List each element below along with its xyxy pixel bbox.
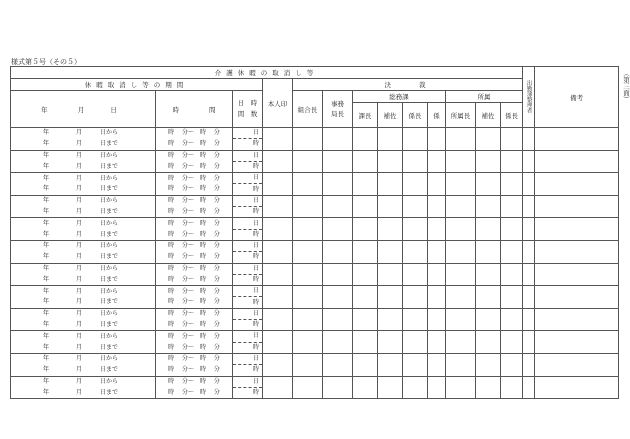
table-row — [11, 173, 619, 184]
affil-assistant-cell[interactable] — [476, 240, 501, 263]
union-head-cell[interactable] — [293, 128, 323, 151]
assistant-header: 補佐 — [378, 103, 403, 128]
secretariat-cell[interactable] — [323, 218, 353, 241]
remarks-cell[interactable] — [535, 128, 619, 151]
date-from-cell[interactable]: 年 月 日から — [11, 353, 156, 364]
remarks-cell[interactable] — [535, 353, 619, 376]
secretariat-cell[interactable] — [323, 331, 353, 354]
date-until-cell[interactable]: 年 月 日まで — [11, 274, 156, 285]
days-cell[interactable]: 日 — [233, 376, 263, 387]
seal-cell[interactable] — [263, 150, 293, 173]
staff-cell[interactable] — [428, 331, 446, 354]
time-range-cell[interactable]: 時 分〜 時 分 — [156, 387, 233, 398]
affil-assistant-cell[interactable] — [476, 128, 501, 151]
hours-cell[interactable]: 時 — [233, 274, 263, 285]
attendance-officer-cell[interactable] — [523, 195, 535, 218]
secretariat-cell[interactable] — [323, 150, 353, 173]
days-cell[interactable]: 日 — [233, 263, 263, 274]
hours-cell[interactable]: 時 — [233, 320, 263, 331]
time-range-cell[interactable]: 時 分〜 時 分 — [156, 331, 233, 342]
union-head-cell[interactable] — [293, 218, 323, 241]
affil-head-cell[interactable] — [446, 331, 476, 354]
date-until-cell[interactable]: 年 月 日まで — [11, 387, 156, 398]
sub-chief-cell[interactable] — [403, 195, 428, 218]
hours-cell[interactable]: 時 — [233, 252, 263, 263]
attendance-officer-cell[interactable] — [523, 376, 535, 399]
remarks-cell[interactable] — [535, 263, 619, 286]
affil-assistant-cell[interactable] — [476, 286, 501, 309]
assistant-cell[interactable] — [378, 331, 403, 354]
union-head-header: 組合長 — [293, 91, 323, 128]
affil-head-cell[interactable] — [446, 263, 476, 286]
remarks-cell[interactable] — [535, 240, 619, 263]
hours-cell[interactable]: 時 — [233, 139, 263, 150]
union-head-cell[interactable] — [293, 376, 323, 399]
days-hours-header: 日 時 間 数 — [233, 91, 263, 128]
time-range-cell[interactable]: 時 分〜 時 分 — [156, 286, 233, 297]
table-row — [11, 353, 619, 364]
remarks-cell[interactable] — [535, 195, 619, 218]
remarks-header: 備考 — [535, 67, 619, 128]
seal-cell[interactable] — [263, 263, 293, 286]
assistant-cell[interactable] — [378, 150, 403, 173]
time-range-cell[interactable]: 時 分〜 時 分 — [156, 376, 233, 387]
affil-assistant-cell[interactable] — [476, 376, 501, 399]
attendance-officer-cell[interactable] — [523, 353, 535, 376]
affil-assistant-cell[interactable] — [476, 195, 501, 218]
affil-sub-chief-cell[interactable] — [501, 128, 523, 151]
secretariat-cell[interactable] — [323, 353, 353, 376]
time-range-cell[interactable]: 時 分〜 時 分 — [156, 161, 233, 172]
attendance-officer-cell[interactable] — [523, 218, 535, 241]
table-row — [11, 376, 619, 387]
affil-sub-chief-cell[interactable] — [501, 150, 523, 173]
staff-header: 係 — [428, 103, 446, 128]
union-head-cell[interactable] — [293, 150, 323, 173]
affil-head-cell[interactable] — [446, 353, 476, 376]
section-chief-cell[interactable] — [353, 240, 378, 263]
seal-cell[interactable] — [263, 128, 293, 151]
staff-cell[interactable] — [428, 376, 446, 399]
seal-cell[interactable] — [263, 240, 293, 263]
date-until-cell[interactable]: 年 月 日まで — [11, 139, 156, 150]
secretariat-cell[interactable] — [323, 173, 353, 196]
sub-chief-cell[interactable] — [403, 376, 428, 399]
hours-cell[interactable]: 時 — [233, 297, 263, 308]
time-range-cell[interactable]: 時 分〜 時 分 — [156, 320, 233, 331]
staff-cell[interactable] — [428, 150, 446, 173]
union-head-cell[interactable] — [293, 195, 323, 218]
assistant-cell[interactable] — [378, 240, 403, 263]
time-range-cell[interactable]: 時 分〜 時 分 — [156, 297, 233, 308]
section-chief-cell[interactable] — [353, 195, 378, 218]
remarks-cell[interactable] — [535, 218, 619, 241]
section-chief-cell[interactable] — [353, 128, 378, 151]
time-range-cell[interactable]: 時 分〜 時 分 — [156, 274, 233, 285]
time-range-cell[interactable]: 時 分〜 時 分 — [156, 229, 233, 240]
days-cell[interactable]: 日 — [233, 240, 263, 251]
date-until-cell[interactable]: 年 月 日まで — [11, 184, 156, 195]
time-range-cell[interactable]: 時 分〜 時 分 — [156, 184, 233, 195]
attendance-officer-cell[interactable] — [523, 128, 535, 151]
general-affairs-header: 総務課 — [353, 91, 446, 103]
secretariat-cell[interactable] — [323, 240, 353, 263]
assistant-cell[interactable] — [378, 308, 403, 331]
affil-sub-chief-cell[interactable] — [501, 218, 523, 241]
union-head-cell[interactable] — [293, 173, 323, 196]
time-range-cell[interactable]: 時 分〜 時 分 — [156, 308, 233, 319]
staff-cell[interactable] — [428, 286, 446, 309]
days-cell[interactable]: 日 — [233, 308, 263, 319]
assistant-cell[interactable] — [378, 195, 403, 218]
table-row — [11, 128, 619, 139]
date-header: 年 月 日 — [11, 91, 156, 128]
days-cell[interactable]: 日 — [233, 218, 263, 229]
attendance-officer-cell[interactable] — [523, 331, 535, 354]
seal-cell[interactable] — [263, 331, 293, 354]
date-until-cell[interactable]: 年 月 日まで — [11, 207, 156, 218]
affil-sub-chief-cell[interactable] — [501, 240, 523, 263]
staff-cell[interactable] — [428, 173, 446, 196]
affil-assistant-cell[interactable] — [476, 263, 501, 286]
affil-sub-chief-cell[interactable] — [501, 173, 523, 196]
assistant-cell[interactable] — [378, 218, 403, 241]
section-chief-cell[interactable] — [353, 263, 378, 286]
affil-assistant-cell[interactable] — [476, 173, 501, 196]
assistant-cell[interactable] — [378, 353, 403, 376]
assistant-cell[interactable] — [378, 173, 403, 196]
staff-cell[interactable] — [428, 263, 446, 286]
time-range-cell[interactable]: 時 分〜 時 分 — [156, 240, 233, 251]
affil-head-cell[interactable] — [446, 195, 476, 218]
days-cell[interactable]: 日 — [233, 286, 263, 297]
section-chief-cell[interactable] — [353, 218, 378, 241]
days-cell[interactable]: 日 — [233, 353, 263, 364]
union-head-cell[interactable] — [293, 308, 323, 331]
staff-cell[interactable] — [428, 218, 446, 241]
sub-chief-cell[interactable] — [403, 173, 428, 196]
affil-assistant-cell[interactable] — [476, 353, 501, 376]
hours-cell[interactable]: 時 — [233, 229, 263, 240]
days-cell[interactable]: 日 — [233, 331, 263, 342]
affil-head-cell[interactable] — [446, 376, 476, 399]
sub-chief-cell[interactable] — [403, 353, 428, 376]
time-range-cell[interactable]: 時 分〜 時 分 — [156, 207, 233, 218]
time-header: 時 間 — [156, 91, 233, 128]
seal-cell[interactable] — [263, 376, 293, 399]
section-chief-cell[interactable] — [353, 286, 378, 309]
affiliation-header: 所属 — [446, 91, 523, 103]
hours-cell[interactable]: 時 — [233, 387, 263, 398]
table-row — [11, 263, 619, 274]
hours-cell[interactable]: 時 — [233, 342, 263, 353]
sub-chief-cell[interactable] — [403, 128, 428, 151]
secretariat-cell[interactable] — [323, 308, 353, 331]
affil-assistant-cell[interactable] — [476, 150, 501, 173]
table-row — [11, 286, 619, 297]
date-from-cell[interactable]: 年 月 日から — [11, 128, 156, 139]
union-head-cell[interactable] — [293, 286, 323, 309]
union-head-cell[interactable] — [293, 353, 323, 376]
attendance-officer-header: 出勤簿整理者 — [523, 67, 535, 128]
decision-header: 決 裁 — [293, 79, 523, 91]
hours-cell[interactable]: 時 — [233, 161, 263, 172]
staff-cell[interactable] — [428, 308, 446, 331]
seal-cell[interactable] — [263, 195, 293, 218]
affil-sub-chief-cell[interactable] — [501, 376, 523, 399]
table-row — [11, 218, 619, 229]
time-range-cell[interactable]: 時 分〜 時 分 — [156, 342, 233, 353]
attendance-officer-cell[interactable] — [523, 240, 535, 263]
secretariat-cell[interactable] — [323, 195, 353, 218]
form-label: 様式第５号（その５） — [11, 58, 81, 66]
affil-sub-chief-cell[interactable] — [501, 195, 523, 218]
sub-chief-cell[interactable] — [403, 240, 428, 263]
affil-sub-chief-cell[interactable] — [501, 286, 523, 309]
attendance-officer-cell[interactable] — [523, 173, 535, 196]
time-range-cell[interactable]: 時 分〜 時 分 — [156, 150, 233, 161]
sub-chief-cell[interactable] — [403, 150, 428, 173]
time-range-cell[interactable]: 時 分〜 時 分 — [156, 365, 233, 376]
secretariat-cell[interactable] — [323, 286, 353, 309]
table-row — [11, 240, 619, 251]
staff-cell[interactable] — [428, 353, 446, 376]
sub-chief-cell[interactable] — [403, 308, 428, 331]
assistant-cell[interactable] — [378, 263, 403, 286]
time-range-cell[interactable]: 時 分〜 時 分 — [156, 195, 233, 206]
seal-cell[interactable] — [263, 353, 293, 376]
days-cell[interactable]: 日 — [233, 128, 263, 139]
attendance-officer-cell[interactable] — [523, 150, 535, 173]
leave-cancellation-table — [10, 66, 619, 399]
date-from-cell[interactable]: 年 月 日から — [11, 308, 156, 319]
date-until-cell[interactable]: 年 月 日まで — [11, 252, 156, 263]
union-head-cell[interactable] — [293, 263, 323, 286]
union-head-cell[interactable] — [293, 331, 323, 354]
table-row — [11, 195, 619, 206]
secretariat-cell[interactable] — [323, 128, 353, 151]
staff-cell[interactable] — [428, 240, 446, 263]
assistant-cell[interactable] — [378, 286, 403, 309]
secretariat-cell[interactable] — [323, 376, 353, 399]
seal-cell[interactable] — [263, 308, 293, 331]
side-note: （第三面） — [622, 70, 630, 103]
days-cell[interactable]: 日 — [233, 173, 263, 184]
union-head-cell[interactable] — [293, 240, 323, 263]
sub-chief-cell[interactable] — [403, 218, 428, 241]
affil-head-cell[interactable] — [446, 128, 476, 151]
section-chief-cell[interactable] — [353, 150, 378, 173]
attendance-officer-cell[interactable] — [523, 286, 535, 309]
date-until-cell[interactable]: 年 月 日まで — [11, 320, 156, 331]
date-from-cell[interactable]: 年 月 日から — [11, 240, 156, 251]
date-until-cell[interactable]: 年 月 日まで — [11, 342, 156, 353]
section-chief-cell[interactable] — [353, 331, 378, 354]
date-from-cell[interactable]: 年 月 日から — [11, 195, 156, 206]
assistant-cell[interactable] — [378, 376, 403, 399]
section-chief-cell[interactable] — [353, 353, 378, 376]
hours-cell[interactable]: 時 — [233, 365, 263, 376]
time-range-cell[interactable]: 時 分〜 時 分 — [156, 218, 233, 229]
affil-sub-chief-cell[interactable] — [501, 331, 523, 354]
remarks-cell[interactable] — [535, 150, 619, 173]
date-from-cell[interactable]: 年 月 日から — [11, 263, 156, 274]
affil-head-cell[interactable] — [446, 308, 476, 331]
affil-assistant-cell[interactable] — [476, 308, 501, 331]
affil-head-cell[interactable] — [446, 173, 476, 196]
seal-cell[interactable] — [263, 173, 293, 196]
time-range-cell[interactable]: 時 分〜 時 分 — [156, 252, 233, 263]
affil-sub-chief-cell[interactable] — [501, 263, 523, 286]
secretariat-cell[interactable] — [323, 263, 353, 286]
date-from-cell[interactable]: 年 月 日から — [11, 218, 156, 229]
date-from-cell[interactable]: 年 月 日から — [11, 331, 156, 342]
affil-assistant-cell[interactable] — [476, 331, 501, 354]
date-from-cell[interactable]: 年 月 日から — [11, 376, 156, 387]
hours-cell[interactable]: 時 — [233, 184, 263, 195]
table-row — [11, 150, 619, 161]
affil-head-cell[interactable] — [446, 286, 476, 309]
period-title: 休暇取消し等の期間 — [11, 79, 263, 91]
date-until-cell[interactable]: 年 月 日まで — [11, 229, 156, 240]
time-range-cell[interactable]: 時 分〜 時 分 — [156, 139, 233, 150]
affil-sub-chief-header: 係長 — [501, 103, 523, 128]
days-cell[interactable]: 日 — [233, 195, 263, 206]
affil-assistant-header: 補佐 — [476, 103, 501, 128]
section-chief-cell[interactable] — [353, 376, 378, 399]
seal-header: 本人印 — [263, 79, 293, 128]
affil-assistant-cell[interactable] — [476, 218, 501, 241]
section-chief-header: 課長 — [353, 103, 378, 128]
affil-head-cell[interactable] — [446, 150, 476, 173]
sub-chief-header: 係長 — [403, 103, 428, 128]
date-from-cell[interactable]: 年 月 日から — [11, 286, 156, 297]
sub-chief-cell[interactable] — [403, 263, 428, 286]
date-from-cell[interactable]: 年 月 日から — [11, 150, 156, 161]
remarks-cell[interactable] — [535, 376, 619, 399]
attendance-officer-cell[interactable] — [523, 308, 535, 331]
time-range-cell[interactable]: 時 分〜 時 分 — [156, 128, 233, 139]
staff-cell[interactable] — [428, 128, 446, 151]
days-cell[interactable]: 日 — [233, 150, 263, 161]
staff-cell[interactable] — [428, 195, 446, 218]
affil-sub-chief-cell[interactable] — [501, 353, 523, 376]
date-until-cell[interactable]: 年 月 日まで — [11, 365, 156, 376]
date-until-cell[interactable]: 年 月 日まで — [11, 297, 156, 308]
attendance-officer-cell[interactable] — [523, 263, 535, 286]
remarks-cell[interactable] — [535, 308, 619, 331]
hours-cell[interactable]: 時 — [233, 207, 263, 218]
section-chief-cell[interactable] — [353, 308, 378, 331]
time-range-cell[interactable]: 時 分〜 時 分 — [156, 353, 233, 364]
sub-chief-cell[interactable] — [403, 286, 428, 309]
sub-chief-cell[interactable] — [403, 331, 428, 354]
remarks-cell[interactable] — [535, 173, 619, 196]
date-until-cell[interactable]: 年 月 日まで — [11, 161, 156, 172]
table-row — [11, 308, 619, 319]
assistant-cell[interactable] — [378, 128, 403, 151]
affil-head-header: 所属長 — [446, 103, 476, 128]
secretariat-header: 事務 局長 — [323, 91, 353, 128]
affil-head-cell[interactable] — [446, 218, 476, 241]
remarks-cell[interactable] — [535, 331, 619, 354]
affil-head-cell[interactable] — [446, 240, 476, 263]
date-from-cell[interactable]: 年 月 日から — [11, 173, 156, 184]
seal-cell[interactable] — [263, 218, 293, 241]
time-range-cell[interactable]: 時 分〜 時 分 — [156, 173, 233, 184]
time-range-cell[interactable]: 時 分〜 時 分 — [156, 263, 233, 274]
seal-cell[interactable] — [263, 286, 293, 309]
section-chief-cell[interactable] — [353, 173, 378, 196]
remarks-cell[interactable] — [535, 286, 619, 309]
form-title: 介護休暇の取消し等 — [11, 67, 523, 79]
affil-sub-chief-cell[interactable] — [501, 308, 523, 331]
table-row — [11, 331, 619, 342]
